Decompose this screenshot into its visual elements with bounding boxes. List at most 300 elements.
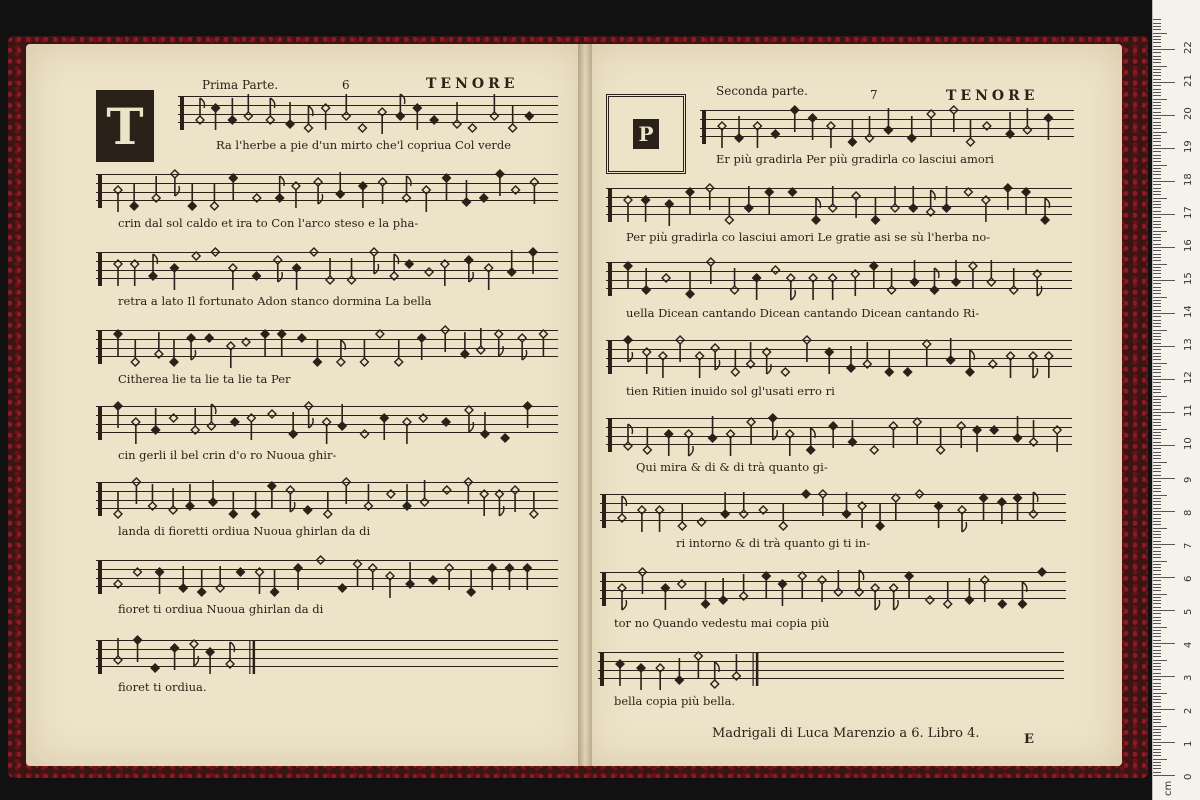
- ruler-tick: [1153, 29, 1161, 30]
- note: [642, 268, 650, 294]
- right-lyric-line: tien Ritien inuido sol gl'usati erro ri: [626, 384, 835, 398]
- ruler-tick: [1153, 765, 1161, 766]
- ruler-tick: [1153, 141, 1161, 142]
- left-staff-notes: [96, 546, 558, 606]
- note: [314, 178, 323, 204]
- ruler-tick: [1153, 198, 1167, 199]
- ruler-tick: [1153, 419, 1161, 420]
- ruler-tick: [1153, 227, 1161, 228]
- ruler-tick: [1153, 204, 1161, 205]
- note: [360, 340, 368, 366]
- ruler-tick: [1153, 712, 1161, 713]
- note: [286, 102, 294, 128]
- note: [370, 248, 379, 274]
- ruler-tick: [1153, 679, 1161, 680]
- note: [509, 106, 517, 132]
- ruler-tick: [1153, 488, 1161, 489]
- note: [616, 660, 624, 686]
- note: [981, 576, 989, 602]
- note: [1053, 426, 1061, 452]
- right-staff-notes: [600, 480, 1066, 540]
- ruler-tick: [1153, 85, 1161, 86]
- note: [721, 492, 729, 518]
- note: [642, 196, 650, 222]
- right-page-number: 7: [870, 88, 878, 102]
- ruler-tick: [1153, 194, 1161, 195]
- note: [725, 198, 733, 224]
- note: [915, 490, 923, 498]
- note: [387, 490, 395, 498]
- ruler-tick: [1153, 66, 1167, 67]
- ruler-tick: [1153, 722, 1161, 723]
- ruler-tick: [1153, 165, 1167, 166]
- note: [765, 188, 773, 214]
- ruler-tick: [1153, 640, 1161, 641]
- ruler-tick: [1153, 264, 1167, 265]
- note: [490, 94, 498, 120]
- ruler-tick: [1153, 465, 1161, 466]
- ruler-tick: [1153, 709, 1175, 710]
- right-staff-notes: [606, 174, 1072, 234]
- clef-mark: [702, 110, 706, 144]
- note: [858, 502, 866, 528]
- ruler-tick: [1153, 250, 1161, 251]
- left-staff-notes: [96, 626, 558, 686]
- note: [884, 108, 892, 134]
- note: [1030, 420, 1038, 446]
- ruler-tick: [1153, 376, 1161, 377]
- ruler-tick: [1153, 389, 1161, 390]
- note: [727, 430, 735, 456]
- note: [231, 418, 239, 426]
- ruler-tick: [1153, 669, 1161, 670]
- note: [1029, 352, 1038, 378]
- note: [709, 416, 717, 442]
- ruler-tick: [1153, 181, 1175, 182]
- ruler-tick: [1153, 402, 1161, 403]
- note: [376, 330, 384, 338]
- ruler-tick: [1153, 620, 1161, 621]
- note: [819, 490, 827, 516]
- ruler-tick: [1153, 234, 1161, 235]
- ruler-tick: [1153, 132, 1167, 133]
- ruler-tick: [1153, 297, 1167, 298]
- ruler-tick: [1153, 501, 1161, 502]
- ruler-label: 19: [1183, 140, 1194, 153]
- ruler-tick: [1153, 633, 1161, 634]
- note: [827, 122, 835, 148]
- ruler-tick: [1153, 663, 1161, 664]
- note: [114, 260, 122, 286]
- ruler-tick: [1153, 339, 1161, 340]
- note: [786, 430, 794, 456]
- note: [464, 478, 472, 504]
- note: [186, 484, 194, 510]
- note: [618, 584, 627, 610]
- note: [467, 570, 475, 596]
- ruler-tick: [1153, 511, 1175, 512]
- note: [322, 104, 330, 130]
- note: [418, 334, 426, 360]
- note: [386, 572, 394, 598]
- note: [289, 412, 297, 438]
- ruler-tick: [1153, 524, 1161, 525]
- ruler-tick: [1153, 313, 1175, 314]
- ruler-label: 12: [1183, 371, 1194, 384]
- note: [913, 418, 921, 444]
- note: [429, 576, 437, 584]
- note: [1038, 568, 1046, 576]
- ruler-tick: [1153, 330, 1167, 331]
- ruler-tick: [1153, 772, 1161, 773]
- note: [969, 262, 977, 288]
- ruler-tick: [1153, 267, 1161, 268]
- note: [696, 352, 704, 378]
- clef-mark: [98, 560, 102, 594]
- note: [911, 260, 919, 286]
- ruler-tick: [1153, 247, 1175, 248]
- ruler-tick: [1153, 168, 1161, 169]
- note: [1010, 268, 1018, 294]
- ruler-tick: [1153, 257, 1161, 258]
- ruler-tick: [1153, 39, 1161, 40]
- note: [403, 484, 411, 510]
- note: [944, 582, 952, 608]
- ruler-label: 5: [1183, 608, 1194, 615]
- note: [227, 342, 235, 368]
- note: [904, 368, 912, 376]
- ruler-tick: [1153, 775, 1175, 776]
- clef-mark: [608, 188, 612, 222]
- note: [187, 334, 196, 360]
- note: [731, 350, 739, 376]
- note: [518, 334, 527, 360]
- note: [753, 274, 761, 300]
- note: [735, 116, 743, 142]
- ruler-tick: [1153, 33, 1167, 34]
- note: [711, 344, 720, 370]
- note: [421, 480, 429, 506]
- ruler-tick: [1153, 495, 1167, 496]
- note: [310, 248, 318, 256]
- ruler-tick: [1153, 415, 1161, 416]
- ruler-tick: [1153, 26, 1161, 27]
- right-lyric-line: Er più gradirla Per più gradirla co lasciui amori: [716, 152, 994, 166]
- note: [711, 662, 720, 688]
- note: [656, 664, 664, 690]
- note: [268, 410, 276, 418]
- left-lyric-line: Ra l'herbe a pie d'un mirto che'l copriua Col verde: [216, 138, 512, 152]
- ruler-label: 1: [1183, 740, 1194, 747]
- note: [965, 578, 973, 604]
- ruler-tick: [1153, 290, 1161, 291]
- ruler-tick: [1153, 471, 1161, 472]
- note: [496, 170, 504, 196]
- note: [337, 340, 346, 366]
- ruler-tick: [1153, 514, 1161, 515]
- ruler-tick: [1153, 541, 1161, 542]
- ruler-tick: [1153, 333, 1161, 334]
- ruler-tick: [1153, 19, 1161, 20]
- ruler-tick: [1153, 554, 1161, 555]
- note: [236, 568, 244, 576]
- left-part-title: Prima Parte.: [202, 78, 279, 92]
- note: [745, 186, 753, 212]
- ruler-tick: [1153, 504, 1161, 505]
- note: [422, 186, 430, 212]
- ruler-tick: [1153, 221, 1161, 222]
- note: [927, 110, 935, 136]
- note: [336, 172, 344, 198]
- note: [226, 642, 235, 668]
- note: [964, 188, 972, 196]
- note: [403, 176, 412, 202]
- note: [134, 636, 142, 662]
- note: [803, 336, 811, 362]
- note: [149, 254, 158, 280]
- note: [390, 254, 399, 280]
- note: [212, 104, 220, 130]
- decorated-initial-t: T: [96, 90, 154, 162]
- note: [753, 122, 761, 148]
- clef-mark: [98, 252, 102, 286]
- ruler-tick: [1153, 75, 1161, 76]
- ruler-tick: [1153, 122, 1161, 123]
- ruler-label: 20: [1183, 107, 1194, 120]
- ruler-tick: [1153, 115, 1175, 116]
- note: [313, 340, 321, 366]
- note: [1033, 270, 1042, 296]
- note: [133, 568, 141, 576]
- ruler-tick: [1153, 46, 1161, 47]
- ruler-tick: [1153, 36, 1161, 37]
- note: [871, 584, 880, 610]
- note: [419, 414, 427, 422]
- note: [998, 498, 1006, 524]
- note: [855, 570, 864, 596]
- ruler-label: 4: [1183, 641, 1194, 648]
- note: [442, 174, 450, 200]
- ruler-tick: [1153, 217, 1161, 218]
- ruler-tick: [1153, 336, 1161, 337]
- note: [495, 330, 504, 356]
- note: [943, 186, 951, 212]
- left-staff-notes: [96, 160, 558, 220]
- note: [923, 340, 931, 366]
- note: [169, 488, 177, 514]
- ruler-tick: [1153, 478, 1175, 479]
- note: [740, 492, 748, 518]
- note: [656, 506, 664, 532]
- ruler-tick: [1153, 653, 1161, 654]
- right-lyric-line: bella copia più bella.: [614, 694, 736, 708]
- note: [908, 116, 916, 142]
- left-lyric-line: crin dal sol caldo et ira to Con l'arco steso e la pha-: [118, 216, 419, 230]
- ruler-tick: [1153, 699, 1161, 700]
- clef-mark: [602, 572, 606, 606]
- ruler-tick: [1153, 498, 1161, 499]
- ruler-tick: [1153, 610, 1175, 611]
- ruler-tick: [1153, 188, 1161, 189]
- left-staff-notes: [96, 468, 558, 528]
- ruler-tick: [1153, 95, 1161, 96]
- note: [980, 494, 988, 520]
- note: [802, 490, 810, 498]
- ruler-tick: [1153, 643, 1175, 644]
- note: [638, 568, 646, 594]
- note: [1014, 416, 1022, 442]
- note: [152, 176, 160, 202]
- note: [170, 264, 178, 290]
- note: [791, 106, 799, 132]
- note: [481, 412, 489, 438]
- ruler-tick: [1153, 564, 1161, 565]
- ruler-tick: [1153, 666, 1161, 667]
- note: [892, 494, 900, 520]
- decorated-initial-p: P: [606, 94, 686, 174]
- note: [678, 580, 686, 588]
- note: [870, 262, 878, 288]
- note: [209, 480, 217, 506]
- note: [966, 120, 974, 146]
- note: [809, 114, 817, 140]
- clef-mark: [98, 174, 102, 208]
- note: [294, 564, 302, 590]
- note: [952, 260, 960, 286]
- note: [286, 486, 295, 512]
- ruler-tick: [1153, 607, 1161, 608]
- ruler-tick: [1153, 174, 1161, 175]
- note: [852, 192, 860, 218]
- note: [747, 418, 755, 444]
- note: [659, 352, 667, 378]
- clef-mark: [602, 494, 606, 528]
- ruler-tick: [1153, 323, 1161, 324]
- note: [847, 346, 855, 372]
- note: [618, 496, 627, 522]
- ruler-tick: [1153, 211, 1161, 212]
- ruler-tick: [1153, 372, 1161, 373]
- ruler-tick: [1153, 283, 1161, 284]
- note: [731, 268, 739, 294]
- ruler-tick: [1153, 320, 1161, 321]
- note: [747, 342, 755, 368]
- note: [252, 492, 260, 518]
- ruler-tick: [1153, 363, 1167, 364]
- right-lyric-line: Qui mira & di & di trà quanto gi-: [636, 460, 828, 474]
- ruler-label: 16: [1183, 239, 1194, 252]
- ruler-label: 17: [1183, 206, 1194, 219]
- ruler-tick: [1153, 481, 1161, 482]
- ruler-tick: [1153, 280, 1175, 281]
- note: [191, 408, 199, 434]
- ruler-tick: [1153, 254, 1161, 255]
- note: [973, 426, 981, 452]
- note: [982, 196, 990, 222]
- ruler-tick: [1153, 240, 1161, 241]
- note: [678, 504, 686, 530]
- note: [406, 562, 414, 588]
- note: [354, 560, 362, 586]
- ruler-label: 22: [1183, 41, 1194, 54]
- ruler-tick: [1153, 570, 1161, 571]
- note: [930, 268, 939, 294]
- book-gutter: [578, 44, 592, 766]
- ruler-tick: [1153, 435, 1161, 436]
- note: [192, 252, 200, 260]
- ruler-tick: [1153, 742, 1175, 743]
- ruler-tick: [1153, 237, 1161, 238]
- note: [778, 580, 786, 606]
- note: [719, 578, 727, 604]
- note: [686, 272, 694, 298]
- ruler-tick: [1153, 594, 1167, 595]
- note: [364, 484, 372, 510]
- note: [379, 178, 387, 204]
- ruler-label: 18: [1183, 173, 1194, 186]
- ruler-tick: [1153, 102, 1161, 103]
- note: [396, 94, 405, 120]
- note: [624, 336, 633, 362]
- ruler-tick: [1153, 244, 1161, 245]
- ruler-tick: [1153, 392, 1161, 393]
- ruler-tick: [1153, 303, 1161, 304]
- note: [686, 188, 694, 214]
- right-staff-notes: [606, 248, 1072, 308]
- note: [317, 556, 325, 564]
- left-lyric-line: fioret ti ordiua Nuoua ghirlan da di: [118, 602, 324, 616]
- ruler-tick: [1153, 603, 1161, 604]
- note: [305, 402, 314, 428]
- ruler-tick: [1153, 475, 1161, 476]
- note: [829, 274, 837, 300]
- note: [643, 428, 651, 454]
- left-lyric-line: cin gerli il bel crin d'o ro Nuoua ghir-: [118, 448, 337, 462]
- ruler-tick: [1153, 587, 1161, 588]
- ruler-tick: [1153, 660, 1167, 661]
- note: [480, 194, 488, 202]
- ruler-tick: [1153, 580, 1161, 581]
- ruler-tick: [1153, 518, 1161, 519]
- note: [342, 94, 350, 120]
- note: [403, 418, 411, 444]
- note: [788, 188, 796, 196]
- ruler-label: 21: [1183, 74, 1194, 87]
- note: [863, 342, 871, 368]
- ruler-tick: [1153, 82, 1175, 83]
- ruler-tick: [1153, 273, 1161, 274]
- note: [525, 112, 533, 120]
- note: [171, 644, 179, 670]
- note: [998, 600, 1006, 608]
- ruler-tick: [1153, 366, 1161, 367]
- left-voice-label: TENORE: [426, 76, 519, 92]
- note: [662, 274, 670, 282]
- ruler-tick: [1153, 161, 1161, 162]
- ruler-tick: [1153, 745, 1161, 746]
- note: [947, 338, 955, 364]
- note: [888, 268, 896, 294]
- ruler-tick: [1153, 521, 1161, 522]
- ruler-tick: [1153, 686, 1161, 687]
- note: [369, 564, 377, 590]
- left-staff-notes: [96, 238, 558, 298]
- note: [661, 584, 669, 610]
- ruler-tick: [1153, 693, 1167, 694]
- note: [326, 258, 334, 284]
- ruler-tick: [1153, 739, 1161, 740]
- note: [848, 420, 856, 446]
